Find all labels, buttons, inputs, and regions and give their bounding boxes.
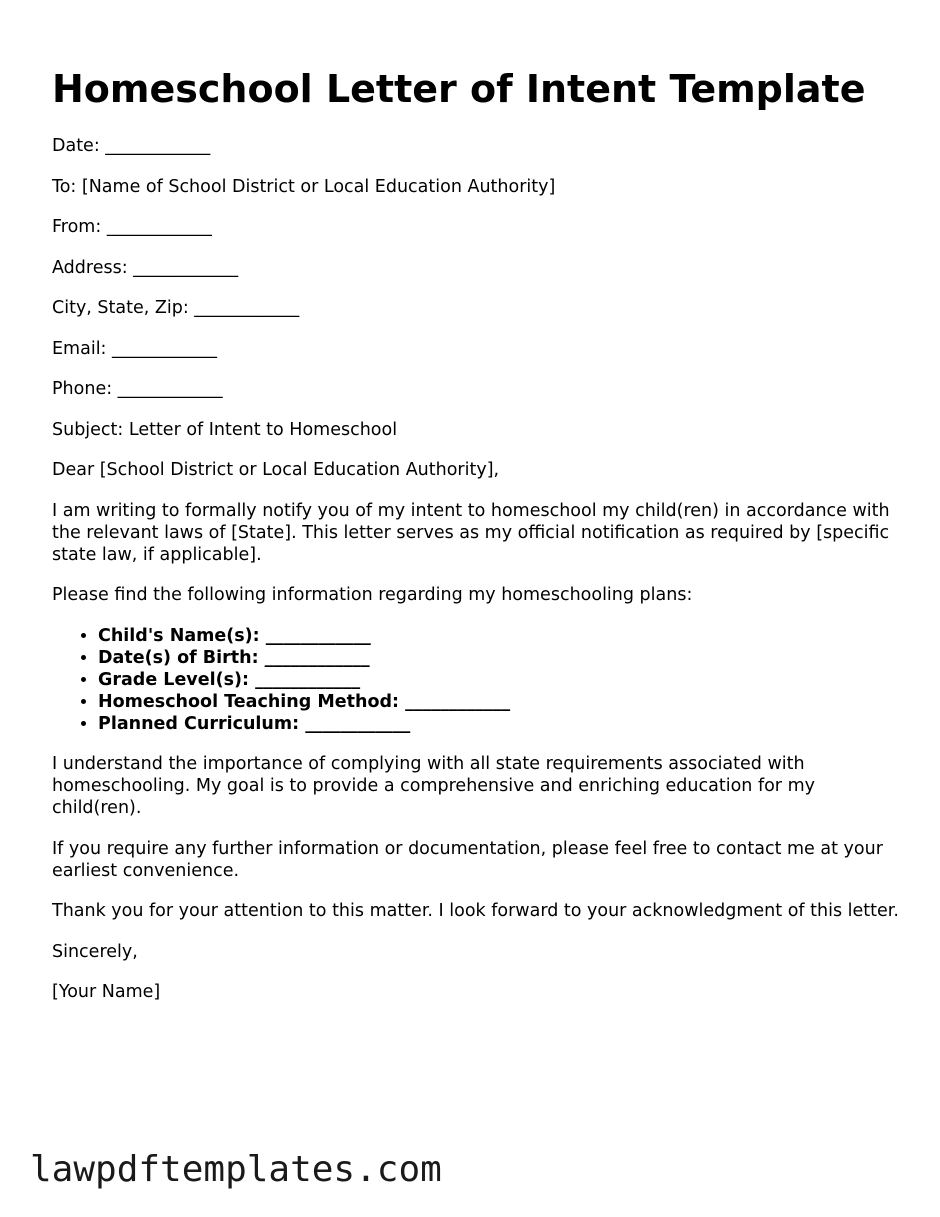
closing: Sincerely,: [52, 941, 138, 962]
letter-body: [52, 135, 902, 1022]
list-item-child-names: • Child's Name(s): ____________: [98, 625, 902, 647]
date-field: Date: ____________: [52, 136, 211, 156]
subject-line: Subject: Letter of Intent to Homeschool: [52, 419, 398, 440]
document-title: Homeschool Letter of Intent Template: [52, 67, 866, 111]
city-state-zip-field: City, State, Zip: ____________: [52, 298, 300, 318]
homeschool-info-list: [52, 625, 902, 735]
contact-paragraph: If you require any further information or documentation, please feel free to contact me at your earliest convenience.: [52, 838, 883, 881]
list-item-curriculum: • Planned Curriculum: ____________: [98, 713, 902, 735]
list-intro-paragraph: Please find the following information regarding my homeschooling plans:: [52, 585, 693, 605]
address-field: Address: ____________: [52, 257, 239, 278]
list-item-dates-of-birth: • Date(s) of Birth: ____________: [98, 647, 902, 669]
intro-paragraph: I am writing to formally notify you of my intent to homeschool my child(ren) in accordance with the relevant laws of [State]. This letter serves as my official notification as required by [specific state law, if applicable].: [52, 500, 890, 565]
list-item-teaching-method: • Homeschool Teaching Method: ____________: [98, 691, 902, 713]
thanks-paragraph: Thank you for your attention to this matter. I look forward to your acknowledgment of this letter.: [52, 901, 899, 921]
email-field: Email: ____________: [52, 338, 218, 359]
recipient-field: To: [Name of School District or Local Education Authority]: [52, 176, 556, 197]
watermark-brand: lawpdftemplates.com: [30, 1149, 442, 1190]
salutation: Dear [School District or Local Education Authority],: [52, 460, 500, 480]
from-field: From: ____________: [52, 217, 212, 237]
understanding-paragraph: I understand the importance of complying with all state requirements associated with homeschooling. My goal is to provide a comprehensive and enriching education for my child(ren).: [52, 754, 815, 818]
signature-placeholder: [Your Name]: [52, 982, 161, 1002]
list-item-grade-levels: • Grade Level(s): ____________: [98, 669, 902, 691]
phone-field: Phone: ____________: [52, 379, 223, 399]
